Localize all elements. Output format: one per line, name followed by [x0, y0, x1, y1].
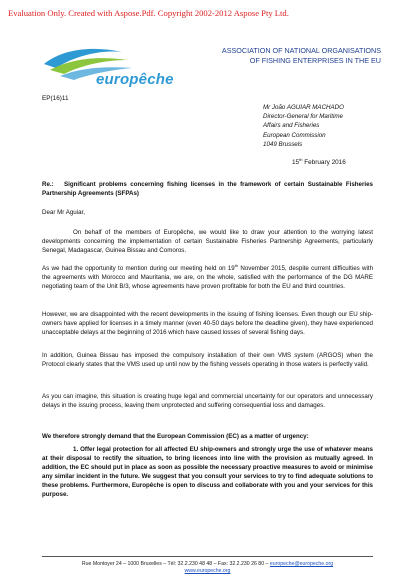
paragraph-uncertainty: As you can imagine, this situation is creating huge legal and commercial uncertainty for our operators and unnecessary delays in the issuing process, leaving them unprotected and suffering consequential loss and damages.: [42, 393, 373, 410]
subject-text: Significant problems concerning fishing licenses in the framework of certain Sustainable Fisheries Partnership Agreements (SFPAs): [42, 181, 373, 198]
paragraph-intro: On behalf of the members of Europêche, we would like to draw your attention to the worrying latest developments concerning the implementation of certain Sustainable Fisheries Partnership Agreements, particularly Senegal, Madagascar, Guinea Bissau and Comoros.: [42, 229, 373, 255]
logo-wordmark: europêche: [96, 71, 174, 88]
paragraph-meeting: As we had the opportunity to mention during our meeting held on 19th November 2015, despite current difficulties with the agreements with Morocco and Mauritania, we are, on the whole, satisfied with the performance of the DG MARE negotiating team of the Unit B/3, whose agreements have proven profitable for both the EU and third countries.: [42, 263, 374, 291]
association-line-2: OF FISHING ENTERPRISES IN THE EU: [249, 55, 381, 65]
paragraph-licenses: However, we are disappointed with the recent developments in the issuing of fishing licenses. Even though our EU ship-owners have applied for licenses in a timely manner (even 40-50 days before the deadline given), they have experienced unacceptable delays at the beginning of 2016 which have caused losses of several fishing days.: [42, 311, 373, 337]
subject-label: Re.:: [42, 181, 54, 188]
paragraph-demand: We therefore strongly demand that the European Commission (EC) as a matter of urgency:: [42, 433, 309, 440]
footer-email-link[interactable]: europeche@europeche.org: [269, 561, 334, 567]
addressee-department: Affairs and Fisheries: [263, 122, 320, 130]
addressee-city: 1049 Brussels: [263, 140, 303, 148]
addressee-block: [263, 103, 393, 149]
subject-line: [42, 180, 373, 198]
addressee-organisation: European Commission: [263, 131, 326, 139]
reference-number: EP(16)11: [42, 95, 69, 102]
addressee-title: Director-General for Maritime: [263, 113, 343, 121]
date-month-year: February 2016: [302, 159, 346, 167]
letter-date: [292, 157, 346, 166]
date-suffix: th: [299, 157, 303, 162]
demand-item-1: 1. Offer legal protection for all affected EU ship-owners and strongly urge the use of whatever means at their disposal to rectify the situation, to bring licences into line with the provision as mutually agreed. In addition, the EC should put in place as soon as possible the necessary proactive measures to avoid or minimise any similar incident in the future. We suggest that you consult your services to try to find adequate solutions to these problems. Furthermore, Europêche is open to discuss and collaborate with you and your services for this purpose.: [42, 446, 373, 499]
association-header: [166, 46, 381, 65]
date-day: 15: [292, 159, 300, 167]
association-line-1: ASSOCIATION OF NATIONAL ORGANISATIONS: [221, 46, 381, 55]
evaluation-watermark: Evaluation Only. Created with Aspose.Pdf. Copyright 2002-2012 Aspose Pty Ltd.: [8, 8, 289, 18]
meeting-date-suffix: th: [234, 263, 239, 268]
footer-address: Rue Montoyer 24 – 1000 Bruxelles – Tél: 32.2.230 48 48 – Fax: 32.2.230 26 80 –: [81, 561, 270, 567]
salutation: Dear Mr Aguiar,: [42, 209, 85, 216]
addressee-name: Mr João AGUIAR MACHADO: [263, 104, 344, 111]
footer-divider: [42, 556, 373, 557]
footer-website-link[interactable]: www.europeche.org: [184, 568, 231, 574]
footer: [42, 561, 373, 575]
paragraph-vms: In addition, Guinea Bissau has imposed the compulsory installation of their own VMS system (ARGOS) when the Protocol clearly states that the VMS used up until now by the fishing vessels operating in those waters is perfectly valid.: [42, 352, 373, 369]
